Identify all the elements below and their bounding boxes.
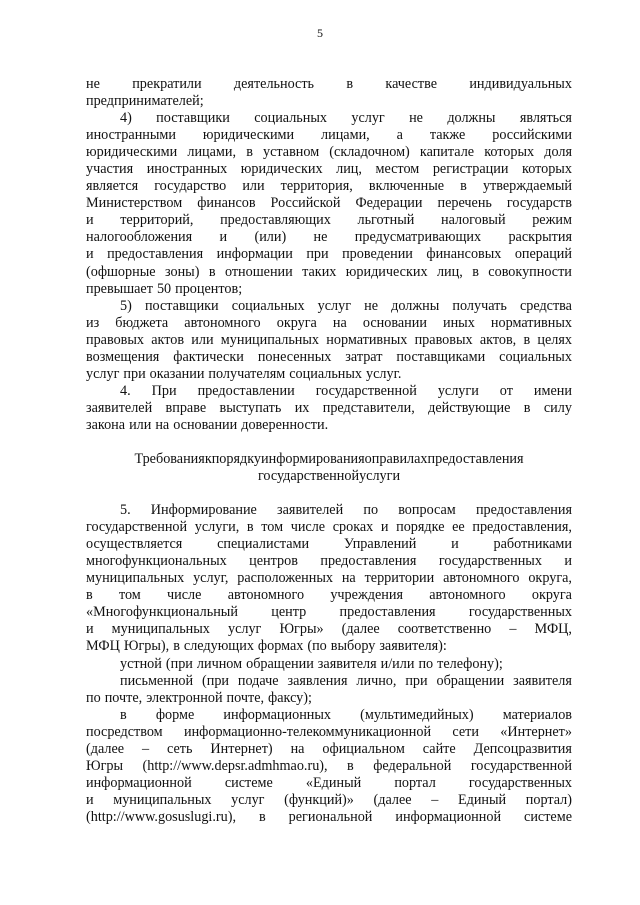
text-line: юридическими лицами, в уставном (складочном) капитале которых доля: [86, 144, 572, 161]
text-line: налогообложения и (или) не предусматривающих раскрытия: [86, 229, 572, 246]
section-heading-line: Требования к порядку информирования о правилах предоставления: [134, 450, 524, 467]
text-line: услуг при оказании получателям социальных услуг.: [86, 365, 402, 382]
page-number: 5: [317, 26, 323, 40]
text-line: посредством информационно-телекоммуникационной сети «Интернет»: [86, 723, 572, 740]
text-line: закона или на основании доверенности.: [86, 416, 329, 433]
paragraph-gap: [86, 485, 572, 502]
text-line: и территорий, предоставляющих льготный налоговый режим: [86, 212, 572, 229]
paragraph-gap: [86, 434, 572, 451]
text-line: по почте, электронной почте, факсу);: [86, 689, 312, 706]
document-body: [86, 76, 572, 826]
text-line: 4. При предоставлении государственной услуги от имени: [120, 382, 572, 399]
text-line: участия иностранных юридических лиц, местом регистрации которых: [86, 161, 572, 178]
text-line: Министерством финансов Российской Федерации перечень государств: [86, 195, 572, 212]
text-line: заявителей вправе выступать их представители, действующие в силу: [86, 399, 572, 416]
text-line: (http://www.gosuslugi.ru), в региональной информационной системе: [86, 808, 572, 825]
text-line: предпринимателей;: [86, 93, 204, 110]
text-line: информационной системе «Единый портал государственных: [86, 774, 572, 791]
text-line: и муниципальных услуг Югры» (далее соответственно – МФЦ,: [86, 621, 572, 638]
text-line: муниципальных услуг, расположенных на территории автономного округа,: [86, 570, 572, 587]
text-line: 4) поставщики социальных услуг не должны являться: [120, 110, 572, 127]
text-line: многофункциональных центров предоставления государственных и: [86, 553, 572, 570]
text-line: возмещения фактически понесенных затрат поставщиками социальных: [86, 348, 572, 365]
text-line: (далее – сеть Интернет) на официальном сайте Депсоцразвития: [86, 740, 572, 757]
text-line: «Многофункциональный центр предоставления государственных: [86, 604, 572, 621]
text-line: в форме информационных (мультимедийных) материалов: [120, 706, 572, 723]
text-line: иностранными юридическими лицами, а также российскими: [86, 127, 572, 144]
text-line: МФЦ Югры), в следующих формах (по выбору заявителя):: [86, 638, 447, 655]
text-line: превышает 50 процентов;: [86, 280, 243, 297]
text-line: из бюджета автономного округа на основании иных нормативных: [86, 314, 572, 331]
text-line: осуществляется специалистами Управлений и работниками: [86, 536, 572, 553]
text-line: 5) поставщики социальных услуг не должны получать средства: [120, 297, 572, 314]
text-line: является государство или территория, включенные в утверждаемый: [86, 178, 572, 195]
text-line: государственной услуги, в том числе сроках и порядке ее предоставления,: [86, 519, 572, 536]
text-line: (офшорные зоны) в отношении таких юридических лиц, в совокупности: [86, 263, 572, 280]
text-line: в том числе автономного учреждения автономного округа: [86, 587, 572, 604]
text-line: письменной (при подаче заявления лично, при обращении заявителя: [120, 672, 572, 689]
section-heading-line: государственной услуги: [257, 468, 401, 485]
text-line: не прекратили деятельность в качестве индивидуальных: [86, 76, 572, 92]
text-line: и предоставления информации при проведении финансовых операций: [86, 246, 572, 263]
text-line: 5. Информирование заявителей по вопросам предоставления: [120, 502, 572, 519]
text-line: Югры (http://www.depsr.admhmao.ru), в федеральной государственной: [86, 757, 572, 774]
text-line: и муниципальных услуг (функций)» (далее – Единый портал): [86, 791, 572, 808]
text-line: устной (при личном обращении заявителя и/или по телефону);: [120, 655, 503, 672]
text-line: правовых актов или муниципальных нормативных правовых актов, в целях: [86, 331, 572, 348]
